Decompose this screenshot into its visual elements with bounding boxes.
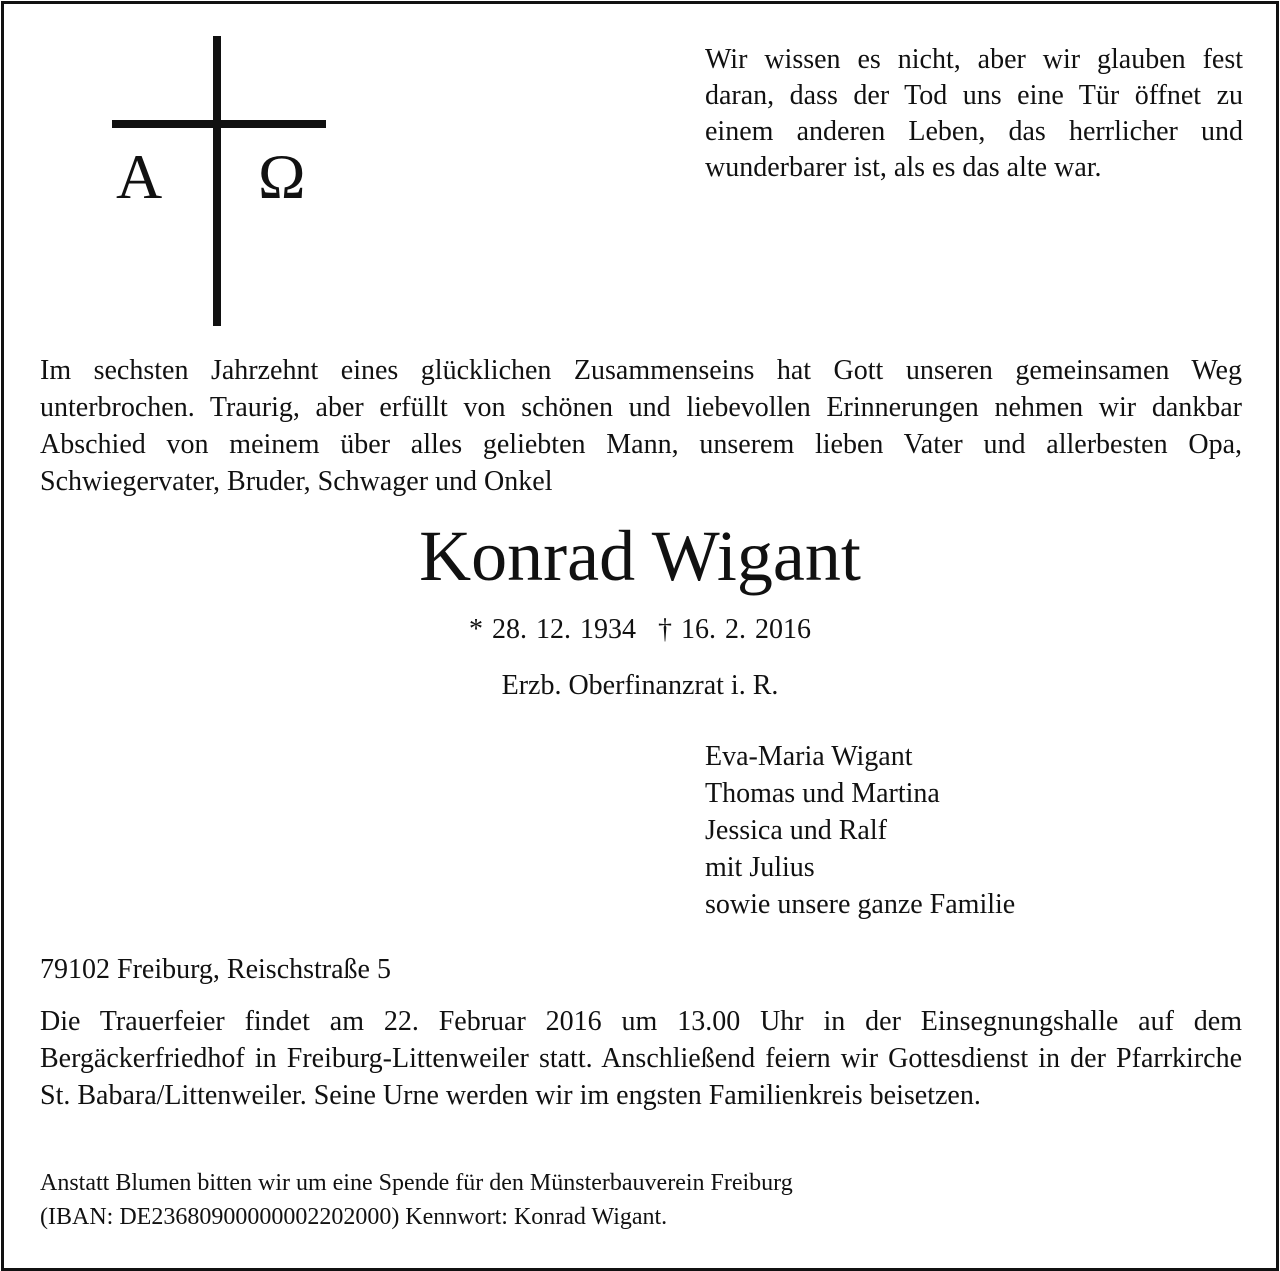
mourner-line: mit Julius — [705, 852, 815, 883]
donation-line-2: (IBAN: DE23680900000002202000) Kennwort: Konrad Wigant. — [40, 1204, 668, 1230]
family-address: 79102 Freiburg, Reischstraße 5 — [40, 954, 391, 985]
mourner-line: sowie unsere ganze Familie — [705, 889, 1016, 920]
birth-date: * 28. 12. 1934 — [469, 614, 636, 645]
donation-line-1: Anstatt Blumen bitten wir um eine Spende für den Münsterbauverein Freiburg — [40, 1170, 793, 1196]
alpha-letter: A — [116, 141, 163, 212]
mourner-line: Thomas und Martina — [705, 778, 940, 809]
life-dates — [0, 612, 1280, 648]
mourner-line: Jessica und Ralf — [705, 815, 887, 846]
mourners-list — [705, 738, 1015, 923]
deceased-title-text: Erzb. Oberfinanzrat i. R. — [501, 670, 779, 701]
omega-letter: Ω — [258, 141, 306, 212]
deceased-title — [0, 668, 1280, 704]
cross-icon — [213, 36, 221, 326]
intro-text: Im sechsten Jahrzehnt eines glücklichen Zusammenseins hat Gott unseren gemeinsamen Weg unterbrochen. Traurig, aber erfüllt von schönen und liebevollen Erinnerungen nehmen wir dankbar Abschied von meinem über alles geliebten Mann, unserem lieben Vater und allerbesten Opa, Schwiegervater, Bruder, Schwager und Onkel — [40, 355, 1242, 497]
death-date: † 16. 2. 2016 — [658, 614, 811, 645]
donation-notice — [40, 1166, 793, 1234]
mourner-line: Eva-Maria Wigant — [705, 741, 913, 772]
ceremony-text: Die Trauerfeier findet am 22. Februar 2016 um 13.00 Uhr in der Einsegnungshalle auf dem Bergäckerfriedhof in Freiburg-Littenweiler statt. Anschließend feiern wir Gottesdienst in der Pfarrkirche St. Babara/Littenweiler. Seine Urne werden wir im engsten Familienkreis beisetzen. — [40, 1006, 1242, 1111]
alpha-omega-cross-symbol — [112, 36, 326, 326]
cross-bar — [112, 120, 326, 128]
deceased-name: Konrad Wigant — [419, 516, 861, 596]
quote-text: Wir wissen es nicht, aber wir glauben fest daran, dass der Tod uns eine Tür öffnet zu einem anderen Leben, das herrlicher und wunderbarer ist, als es das alte war. — [705, 44, 1243, 183]
